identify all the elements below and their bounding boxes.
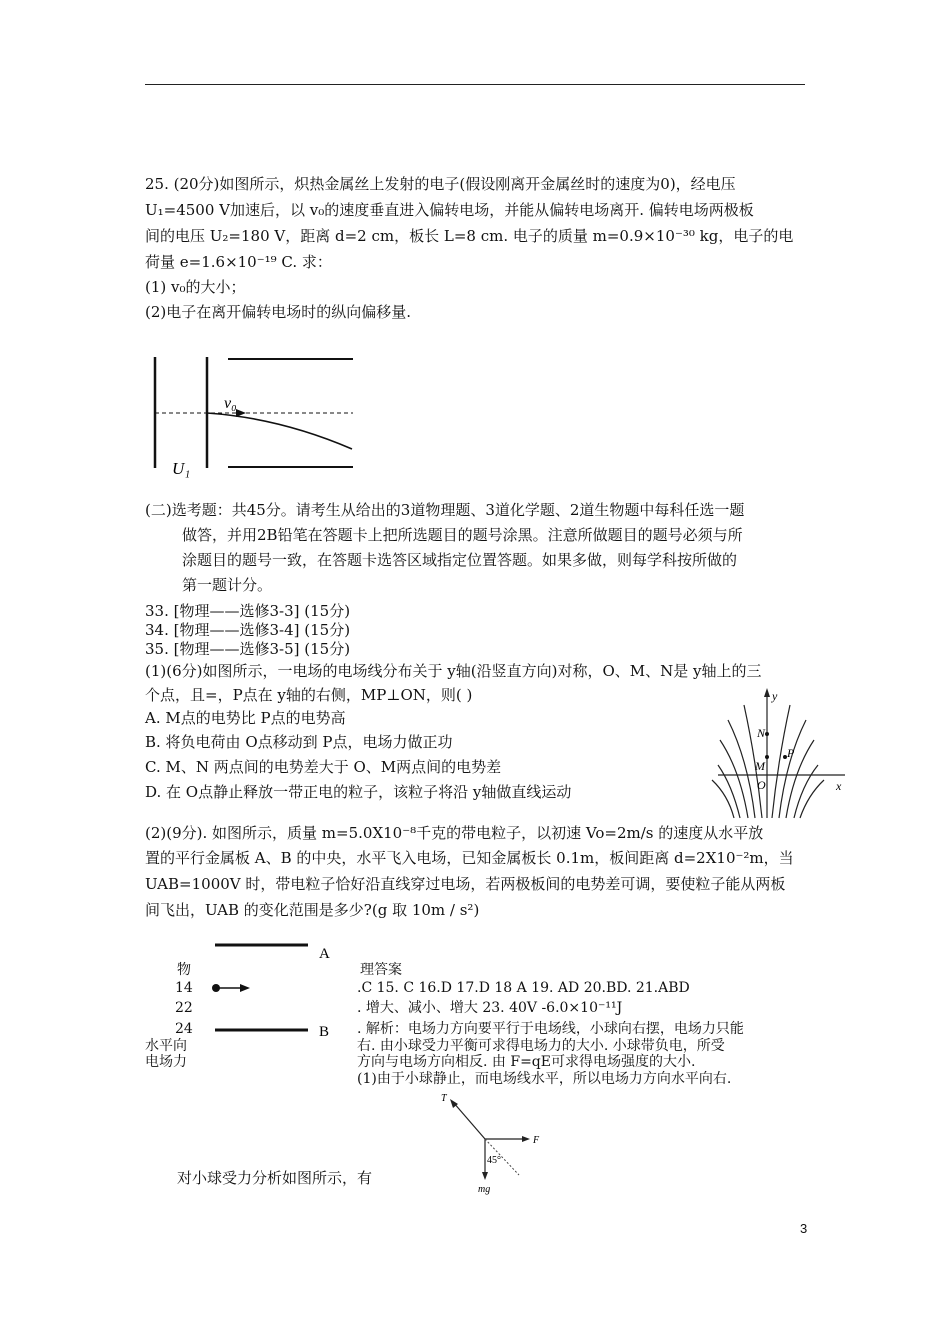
angle-label: 45° [487,1155,501,1166]
option-d: D. 在 O点静止释放一带正电的粒子，该粒子将沿 y轴做直线运动 [145,783,572,801]
answer-left: 物 [177,962,191,978]
answer-closing: 对小球受力分析如图所示，有 [177,1169,373,1187]
q25-line: 间的电压 U₂=180 V，距离 d=2 cm，板长 L=8 cm. 电子的质量 m=0.9×10⁻³⁰ kg，电子的电 [145,227,794,245]
answer-right: 方向与电场方向相反. 由 F=qE可求得电场强度的大小. [357,1054,696,1070]
t-label: T [441,1093,447,1104]
o-label: O [757,778,766,792]
plate-b-label: B [319,1024,330,1040]
section2-line: 做答，并用2B铅笔在答题卡上把所选题目的题号涂黑。注意所做题目的题号必须与所 [182,526,743,544]
q25-line: U₁=4500 V加速后，以 v₀的速度垂直进入偏转电场，并能从偏转电场离开. 偏转电场两极板 [145,201,754,219]
m-label: M [755,759,765,773]
q35-2-line: 间飞出，UAB 的变化范围是多少?(g 取 10m / s²) [145,901,480,919]
f-label: F [533,1135,540,1146]
section2-line: (二)选考题：共45分。请考生从给出的3道物理题、3道化学题、2道生物题中每科任选一题 [145,501,745,519]
q25-line: (1) v₀的大小； [145,278,246,296]
q25-line: 25. (20分)如图所示，炽热金属丝上发射的电子(假设刚离开金属丝时的速度为0)，经电压 [145,175,736,193]
answer-right: (1)由于小球静止，而电场线水平，所以电场力方向水平向右. [357,1071,732,1087]
y-axis-label: y [772,689,778,703]
answer-right: 右. 由小球受力平衡可求得电场力的大小. 小球带负电，所受 [357,1038,725,1054]
page-number: 3 [800,1221,808,1236]
option-b: B. 将负电荷由 O点移动到 P点，电场力做正功 [145,733,453,751]
q35-2-line: 置的平行金属板 A、B 的中央，水平飞入电场，已知金属板长 0.1m，板间距离 d=2X10⁻²m，当 [145,849,794,867]
section2-line: 涂题目的题号一致，在答题卡选答区域指定位置答题。如果多做，则每学科按所做的 [182,551,738,569]
answer-left: 14 [175,980,193,996]
answer-left: 24 [175,1021,193,1037]
answer-left: 电场力 [145,1054,187,1070]
q35-2-line: (2)(9分). 如图所示，质量 m=5.0X10⁻⁸千克的带电粒子，以初速 Vo=2m/s 的速度从水平放 [145,824,764,842]
q35-2-line: UAB=1000V 时，带电粒子恰好沿直线穿过电场，若两极板间的电势差可调，要使粒子能从两板 [145,875,786,893]
answer-right: . 增大、减小、增大 23. 40V -6.0×10⁻¹¹J [357,1000,623,1016]
answer-right: .C 15. C 16.D 17.D 18 A 19. AD 20.BD. 21.ABD [357,980,690,996]
p-label: P [787,746,795,760]
section2-line: 第一题计分。 [182,576,273,594]
elective-item: 33. [物理——选修3-3] (15分) [145,602,351,620]
q25-line: 荷量 e=1.6×10⁻¹⁹ C. 求： [145,253,332,271]
answer-left: 水平向 [145,1038,187,1054]
n-label: N [757,726,766,740]
plate-a-label: A [319,946,330,962]
mg-label: mg [478,1184,491,1195]
q35-1-line: 个点，且=，P点在 y轴的右侧，MP⊥ON，则( ) [145,686,473,704]
answer-right: . 解析：电场力方向要平行于电场线，小球向右摆，电场力只能 [357,1021,744,1037]
x-axis-label: x [836,779,842,793]
answer-left: 22 [175,1000,193,1016]
u1-label: U₁ [172,459,191,478]
option-a: A. M点的电势比 P点的电势高 [145,709,346,727]
q35-1-line: (1)(6分)如图所示，一电场的电场线分布关于 y轴(沿竖直方向)对称，O、M、N是 y轴上的三 [145,662,762,680]
q25-line: (2)电子在离开偏转电场时的纵向偏移量. [145,303,412,321]
v0-label: v₀ [224,395,237,412]
elective-item: 35. [物理——选修3-5] (15分) [145,640,351,658]
elective-item: 34. [物理——选修3-4] (15分) [145,621,351,639]
option-c: C. M、N 两点间的电势差大于 O、M两点间的电势差 [145,758,502,776]
answer-right: 理答案 [360,962,402,978]
